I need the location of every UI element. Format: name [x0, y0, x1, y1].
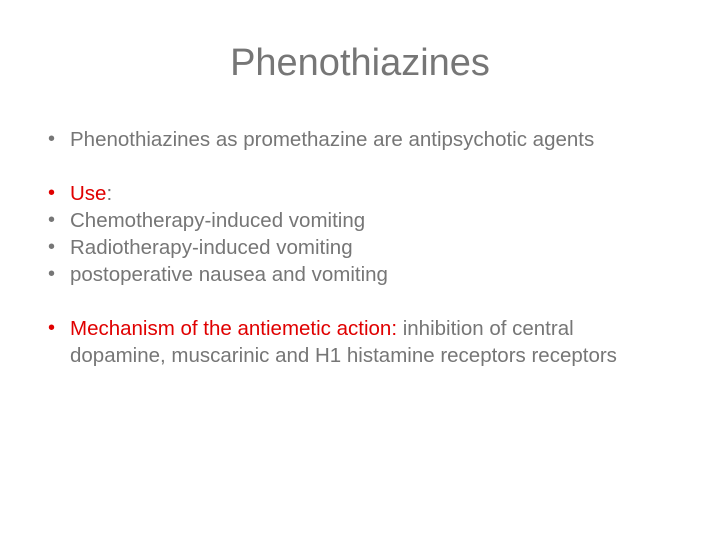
bullet-text: Chemotherapy-induced vomiting	[70, 209, 366, 232]
mechanism-text: inhibition of central dopamine, muscarinic and H1 histamine receptors receptors	[70, 317, 617, 367]
bullet-item-use	[48, 180, 668, 207]
bullet-item-mechanism	[48, 315, 668, 369]
bullet-item-chemotherapy	[48, 207, 668, 234]
bullet-item-postoperative	[48, 261, 668, 288]
slide-body	[48, 126, 668, 369]
bullet-icon: •	[48, 263, 56, 285]
slide-title: Phenothiazines	[230, 42, 490, 84]
bullet-item-radiotherapy	[48, 234, 668, 261]
bullet-icon: •	[48, 236, 56, 258]
bullet-icon: •	[48, 209, 56, 231]
bullet-text: Phenothiazines as promethazine are antipsychotic agents	[70, 128, 595, 151]
bullet-icon: •	[48, 128, 56, 150]
bullet-text: postoperative nausea and vomiting	[70, 263, 388, 286]
spacer	[48, 288, 668, 315]
bullet-icon: •	[48, 182, 56, 204]
use-label: Use	[70, 182, 107, 205]
use-label-colon: :	[106, 182, 113, 205]
bullet-text: Radiotherapy-induced vomiting	[70, 236, 353, 259]
mechanism-label: Mechanism of the antiemetic action:	[70, 317, 398, 340]
bullet-icon: •	[48, 317, 56, 339]
spacer	[48, 153, 668, 180]
bullet-item-phenothiazines	[48, 126, 668, 153]
